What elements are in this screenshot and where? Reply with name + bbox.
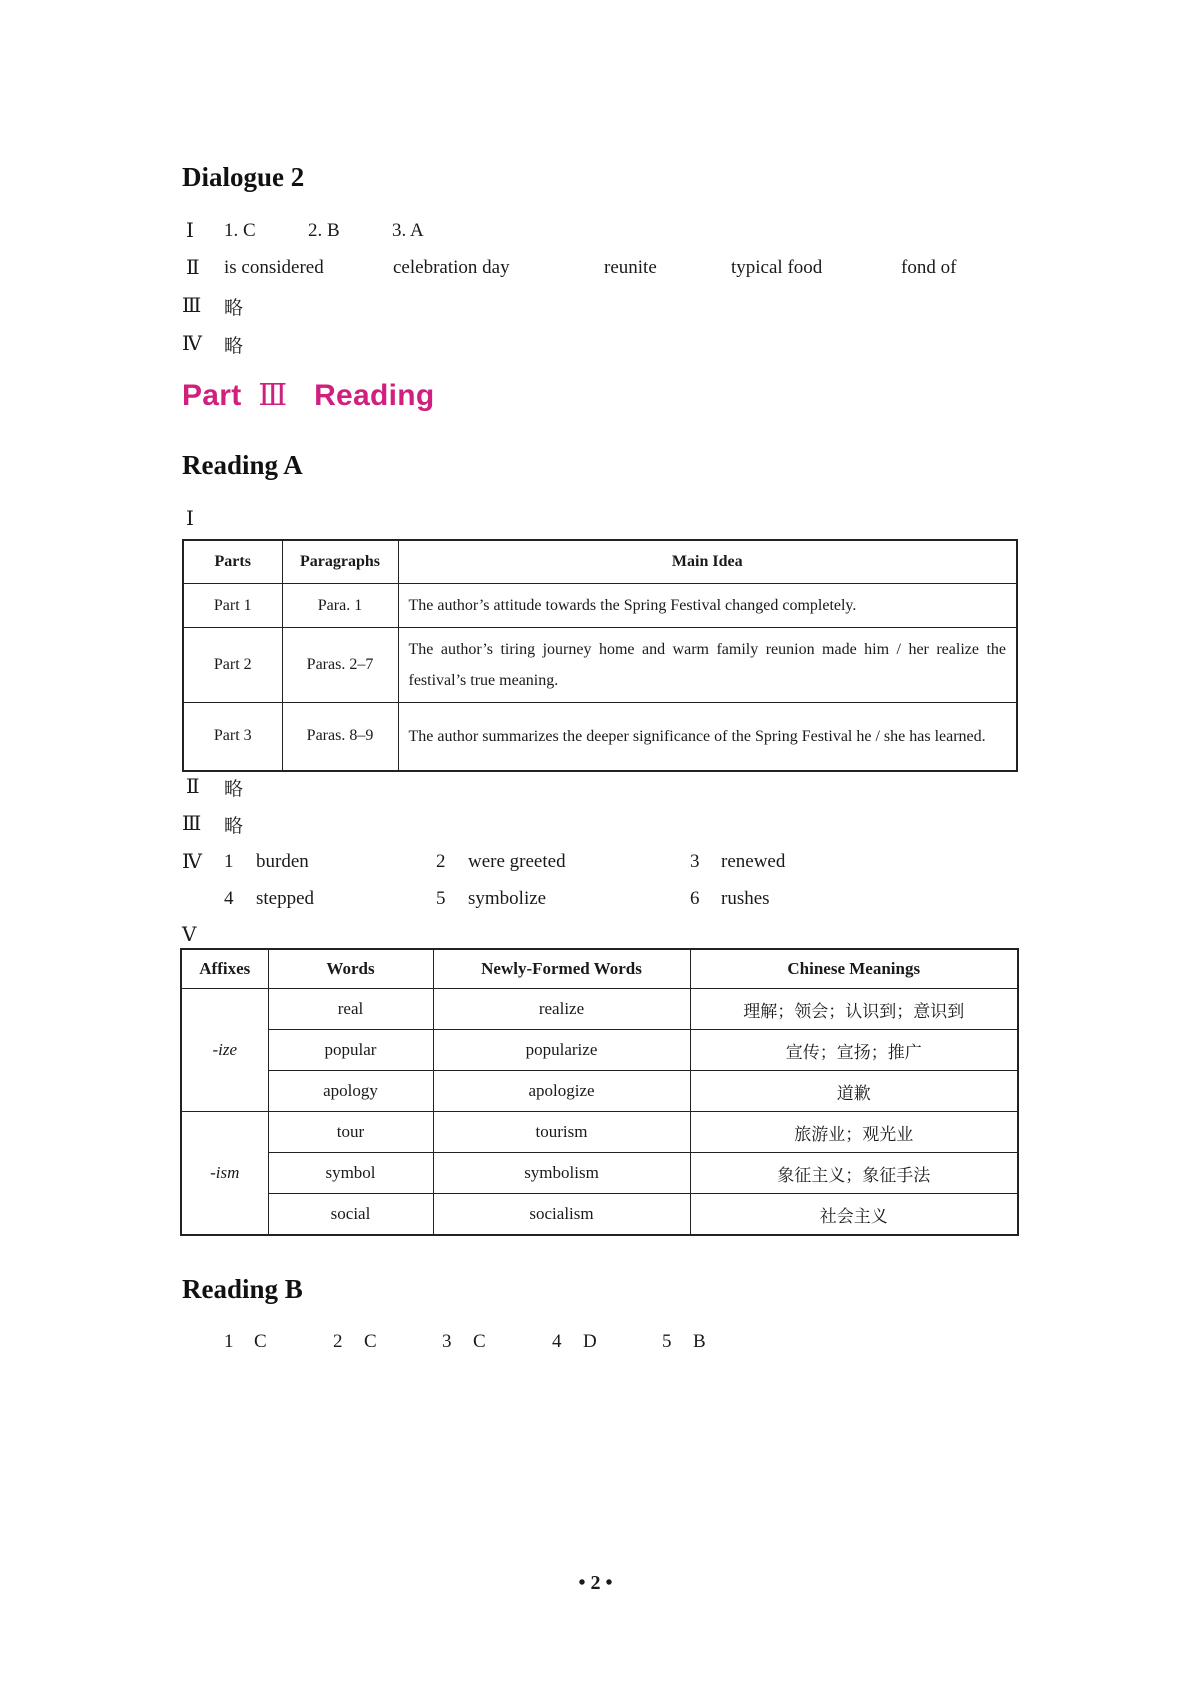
table-row [181,1071,1018,1112]
main-idea-table [182,539,1018,772]
new-word-cell: apologize [433,1071,690,1112]
answer-number: 2 [436,851,446,872]
answer-word: rushes [721,888,770,909]
table-row [183,628,1017,703]
column-header: Words [268,949,433,989]
answer-word: were greeted [468,851,566,872]
table-row [183,703,1017,771]
word-cell: apology [268,1071,433,1112]
dialogue2-row2-num: Ⅱ [186,257,200,279]
column-header: Parts [183,540,282,584]
reading-a-section3-num: Ⅲ [182,813,202,835]
table-row [181,1194,1018,1236]
table-row [183,584,1017,628]
reading-a-omitted: 略 [224,816,244,837]
answer-word: symbolize [468,888,547,909]
column-header: Paragraphs [282,540,398,584]
reading-a-heading: Reading A [182,450,303,480]
chinese-meaning-cell: 旅游业；观光业 [690,1112,1018,1153]
table-row [181,1153,1018,1194]
answer-number: 1 [224,1331,234,1352]
answer-letter: D [583,1331,597,1352]
column-header: Main Idea [398,540,1017,584]
paragraph-cell: Paras. 2–7 [282,628,398,703]
dialogue2-row1-num: Ⅰ [186,220,194,242]
answer-number: 4 [224,888,234,909]
new-word-cell: tourism [433,1112,690,1153]
answer-number: 3 [690,851,700,872]
new-word-cell: popularize [433,1030,690,1071]
column-header: Newly-Formed Words [433,949,690,989]
answer-number: 5 [662,1331,672,1352]
answer-letter: C [364,1331,377,1352]
table-header-row [181,949,1018,989]
word-cell: social [268,1194,433,1236]
word-cell: real [268,989,433,1030]
table-header-row [183,540,1017,584]
answer-number: 4 [552,1331,562,1352]
part-cell: Part 1 [183,584,282,628]
dialogue2-row3-num: Ⅲ [182,295,202,317]
dialogue2-blank: is considered [224,257,324,278]
reading-a-section1-num: Ⅰ [186,508,194,530]
word-cell: tour [268,1112,433,1153]
part-heading [182,378,435,413]
dialogue2-blank: reunite [604,257,657,278]
chinese-meaning-cell: 象征主义；象征手法 [690,1153,1018,1194]
reading-a-omitted: 略 [224,779,244,800]
reading-a-section2-num: Ⅱ [186,776,200,798]
answer-number: 2 [333,1331,343,1352]
column-header: Chinese Meanings [690,949,1018,989]
dialogue2-omitted: 略 [224,298,244,319]
answer-word: burden [256,851,309,872]
answer-letter: B [693,1331,706,1352]
chinese-meaning-cell: 社会主义 [690,1194,1018,1236]
main-idea-cell: The author’s attitude towards the Spring Festival changed completely. [398,584,1017,628]
reading-a-section5-num: Ⅴ [182,924,197,946]
paragraph-cell: Paras. 8–9 [282,703,398,771]
answer-number: 1 [224,851,234,872]
dialogue2-answer: 1. C [224,220,256,241]
chinese-meaning-cell: 道歉 [690,1071,1018,1112]
table-row [181,1112,1018,1153]
answer-word: renewed [721,851,786,872]
answer-letter: C [254,1331,267,1352]
new-word-cell: symbolism [433,1153,690,1194]
main-idea-cell: The author’s tiring journey home and warm family reunion made him / her realize the festival’s true meaning. [398,628,1017,703]
affix-cell: -ize [181,989,268,1112]
table-row [181,1030,1018,1071]
dialogue2-blank: typical food [731,257,823,278]
answer-number: 6 [690,888,700,909]
part-cell: Part 3 [183,703,282,771]
new-word-cell: realize [433,989,690,1030]
new-word-cell: socialism [433,1194,690,1236]
word-cell: symbol [268,1153,433,1194]
dialogue2-blank: celebration day [393,257,510,278]
reading-b-heading: Reading B [182,1274,303,1304]
affix-cell: -ism [181,1112,268,1236]
answer-number: 3 [442,1331,452,1352]
part-title: Reading [314,379,435,412]
dialogue2-answer: 2. B [308,220,340,241]
dialogue2-heading: Dialogue 2 [182,162,305,192]
dialogue2-omitted: 略 [224,336,244,357]
part-cell: Part 2 [183,628,282,703]
part-numeral: Ⅲ [258,378,288,413]
answer-word: stepped [256,888,315,909]
main-idea-cell: The author summarizes the deeper significance of the Spring Festival he / she has learned. [398,703,1017,771]
dialogue2-row4-num: Ⅳ [182,333,202,355]
chinese-meaning-cell: 理解；领会；认识到；意识到 [690,989,1018,1030]
paragraph-cell: Para. 1 [282,584,398,628]
reading-a-section4-num: Ⅳ [182,851,202,873]
table-row [181,989,1018,1030]
word-cell: popular [268,1030,433,1071]
dialogue2-answer: 3. A [392,220,424,241]
chinese-meaning-cell: 宣传；宣扬；推广 [690,1030,1018,1071]
dialogue2-blank: fond of [901,257,957,278]
column-header: Affixes [181,949,268,989]
answer-letter: C [473,1331,486,1352]
page-number: • 2 • [578,1572,613,1594]
word-formation-table [180,948,1019,1236]
part-word: Part [182,379,242,412]
answer-number: 5 [436,888,446,909]
